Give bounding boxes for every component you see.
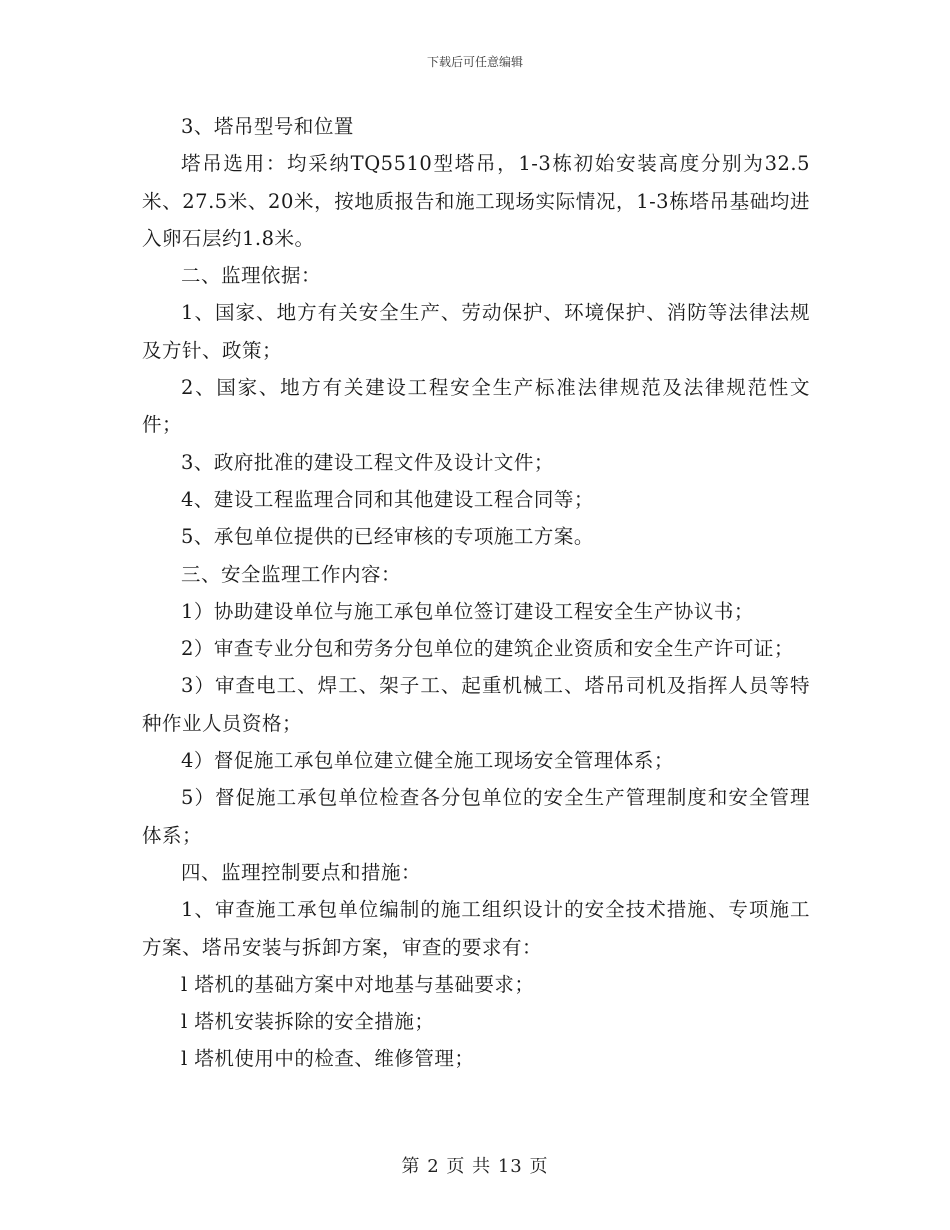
- list-item: 5、承包单位提供的已经审核的专项施工方案。: [181, 525, 594, 549]
- list-item: 5）督促施工承包单位检查各分包单位的安全生产管理制度和安全管理体系；: [142, 786, 810, 847]
- bullet-item: l 塔机使用中的检查、维修管理；: [181, 1047, 475, 1071]
- list-item: 4）督促施工承包单位建立健全施工现场安全管理体系；: [181, 749, 674, 773]
- list-item: 3、政府批准的建设工程文件及设计文件；: [181, 450, 554, 474]
- section-heading-basis: 二、监理依据：: [181, 264, 322, 288]
- section-heading-control-points: 四、监理控制要点和措施：: [181, 860, 422, 884]
- paragraph: 1、审查施工承包单位编制的施工组织设计的安全技术措施、专项施工方案、塔吊安装与拆卸方案，审查的要求有：: [142, 898, 810, 959]
- list-item: 4、建设工程监理合同和其他建设工程合同等；: [181, 487, 594, 511]
- paragraph: 塔吊选用：均采纳TQ5510型塔吊，1-3栋初始安装高度分别为32.5米、27.5米、20米，按地质报告和施工现场实际情况，1-3栋塔吊基础均进入卵石层约1.8米。: [142, 152, 810, 250]
- document-body: [142, 108, 810, 1078]
- section-heading-tower-crane: 3、塔吊型号和位置: [181, 115, 354, 138]
- bullet-item: l 塔机的基础方案中对地基与基础要求；: [181, 972, 535, 996]
- list-item: 3）审查电工、焊工、架子工、起重机械工、塔吊司机及指挥人员等特种作业人员资格；: [142, 674, 810, 735]
- list-item: 2、国家、地方有关建设工程安全生产标准法律规范及法律规范性文件；: [142, 376, 810, 437]
- list-item: 1、国家、地方有关安全生产、劳动保护、环境保护、消防等法律法规及方针、政策；: [142, 301, 810, 362]
- header-note: 下载后可任意编辑: [426, 55, 523, 69]
- section-heading-work-content: 三、安全监理工作内容：: [181, 562, 402, 586]
- list-item: 2）审查专业分包和劳务分包单位的建筑企业资质和安全生产许可证；: [181, 637, 794, 661]
- page-number: 第 2 页 共 13 页: [401, 1156, 549, 1177]
- bullet-item: l 塔机安装拆除的安全措施；: [181, 1010, 435, 1034]
- list-item: 1）协助建设单位与施工承包单位签订建设工程安全生产协议书；: [181, 599, 754, 623]
